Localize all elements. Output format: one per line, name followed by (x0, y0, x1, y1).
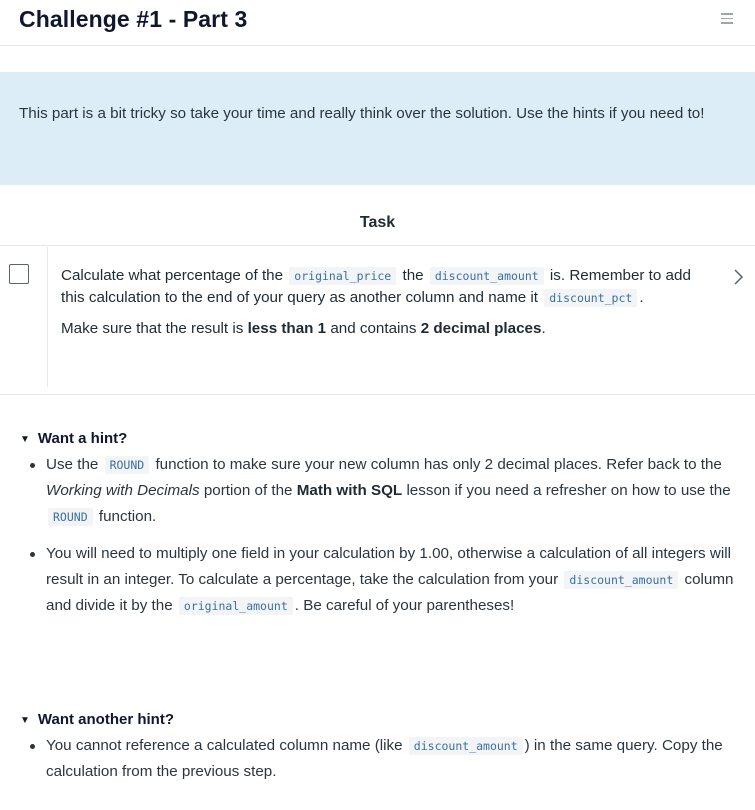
task-text: the (402, 267, 424, 284)
task-checkbox[interactable] (9, 264, 29, 284)
page-title: Challenge #1 - Part 3 (19, 6, 248, 32)
task-heading: Task (359, 214, 396, 231)
hint-text: You will need to multiply one field in your calculation by 1.00, otherwise a calculation of all integers will result in an integer. To calculate a percentage, take the calculation from your (46, 545, 731, 588)
hint-text: function. (98, 508, 157, 525)
task-divider-top (0, 245, 755, 246)
task-vertical-divider (47, 247, 48, 387)
intro-text: This part is a bit tricky so take your time and really think over the solution. Use the hints if you need to! (19, 105, 705, 122)
code-original-amount: original_amount (179, 597, 293, 615)
hint-text: column and divide it by the (46, 571, 734, 614)
hint-text: function to make sure your new column has only 2 decimal places. Refer back to the (155, 456, 722, 473)
list-item (20, 733, 740, 785)
page-header (0, 0, 755, 46)
hint-text: You cannot reference a calculated column name (like (46, 737, 403, 754)
intro-banner (0, 72, 755, 185)
bold-math-with-sql: Math with SQL (296, 482, 403, 499)
task-text: is. Remember to add this calculation to the end of your query as another column and name it (61, 267, 691, 306)
italic-working-with-decimals: Working with Decimals (46, 482, 200, 499)
bold-less-than-1: less than 1 (247, 320, 327, 337)
task-paragraph-2 (61, 318, 701, 340)
hint-toggle-1[interactable] (20, 428, 740, 450)
list-item (20, 452, 740, 530)
hint-list-2 (20, 733, 740, 785)
triangle-down-icon: ▼ (20, 715, 30, 726)
hint-toggle-2[interactable] (20, 709, 740, 731)
task-divider-bottom (0, 394, 755, 395)
hint-section-1 (20, 428, 740, 619)
hint-summary-label: Want another hint? (37, 711, 174, 728)
code-discount-amount: discount_amount (564, 571, 678, 589)
chevron-right-icon[interactable] (732, 266, 746, 288)
hint-text: ) in the same query. Copy the calculation from the previous step. (46, 737, 723, 780)
code-discount-amount: discount_amount (409, 737, 523, 755)
triangle-down-icon: ▼ (20, 434, 30, 445)
task-text: Calculate what percentage of the (61, 267, 284, 284)
hint-list-1 (20, 452, 740, 619)
task-text: Make sure that the result is (61, 320, 244, 337)
hamburger-menu-icon[interactable] (721, 13, 735, 27)
bold-2-decimal-places: 2 decimal places (420, 320, 542, 337)
list-item (20, 541, 740, 619)
hint-summary-label: Want a hint? (37, 430, 128, 447)
hint-text: lesson if you need a refresher on how to use the (406, 482, 731, 499)
task-text: . (639, 289, 644, 306)
hint-text: Use the (46, 456, 99, 473)
code-discount-amount: discount_amount (430, 267, 544, 285)
code-round: ROUND (48, 508, 93, 526)
task-paragraph-1 (61, 265, 701, 309)
hint-text: . Be careful of your parentheses! (294, 597, 515, 614)
hint-section-2 (20, 709, 740, 785)
hint-text: portion of the (203, 482, 293, 499)
code-round: ROUND (105, 456, 150, 474)
code-original-price: original_price (289, 267, 396, 285)
task-instructions (61, 265, 701, 340)
code-discount-pct: discount_pct (544, 289, 637, 307)
task-text: and contains (330, 320, 417, 337)
task-text: . (541, 320, 546, 337)
